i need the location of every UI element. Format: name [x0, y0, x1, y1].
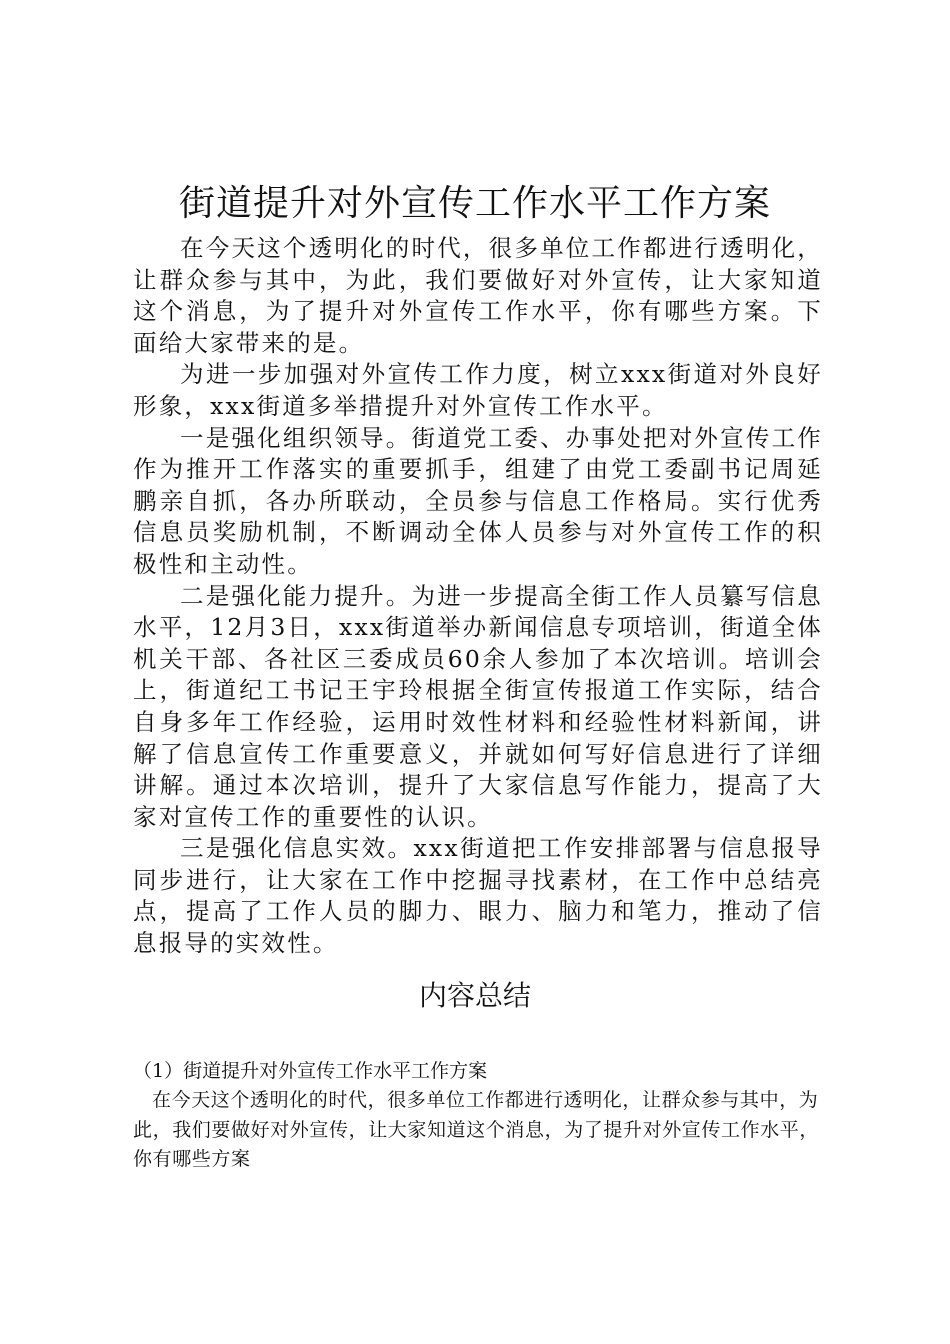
- document-body: [133, 233, 823, 960]
- summary-heading: 内容总结: [418, 979, 531, 1012]
- paragraph-organization: 一是强化组织领导。街道党工委、办事处把对外宣传工作作为推开工作落实的重要抓手，组建了由党工委副书记周延鹏亲自抓，各办所联动，全员参与信息工作格局。实行优秀信息员奖励机制，不断调动全体人员参与对外宣传工作的积极性和主动性。: [133, 423, 823, 578]
- paragraph-capability: 二是强化能力提升。为进一步提高全街工作人员纂写信息水平，12月3日，xxx街道举办新闻信息专项培训，街道全体机关干部、各社区三委成员60余人参加了本次培训。培训会上，街道纪工书记王宇玲根据全街宣传报道工作实际，结合自身多年工作经验，运用时效性材料和经验性材料新闻，讲解了信息宣传工作重要意义，并就如何写好信息进行了详细讲解。通过本次培训，提升了大家信息写作能力，提高了大家对宣传工作的重要性的认识。: [133, 581, 823, 831]
- summary-item-title: （1）街道提升对外宣传工作水平工作方案: [133, 1060, 488, 1082]
- summary-item-text: 在今天这个透明化的时代，很多单位工作都进行透明化，让群众参与其中，为此，我们要做好对外宣传，让大家知道这个消息，为了提升对外宣传工作水平，你有哪些方案: [133, 1089, 820, 1170]
- document-title: 街道提升对外宣传工作水平工作方案: [178, 183, 771, 224]
- paragraph-effectiveness: 三是强化信息实效。xxx街道把工作安排部署与信息报导同步进行，让大家在工作中挖掘寻找素材，在工作中总结亮点，提高了工作人员的脚力、眼力、脑力和笔力，推动了信息报导的实效性。: [133, 834, 823, 958]
- paragraph-overview: 为进一步加强对外宣传工作力度，树立xxx街道对外良好形象，xxx街道多举措提升对外宣传工作水平。: [133, 360, 823, 420]
- summary-section: [133, 1057, 823, 1175]
- paragraph-intro: 在今天这个透明化的时代，很多单位工作都进行透明化，让群众参与其中，为此，我们要做好对外宣传，让大家知道这个消息，为了提升对外宣传工作水平，你有哪些方案。下面给大家带来的是。: [133, 234, 823, 357]
